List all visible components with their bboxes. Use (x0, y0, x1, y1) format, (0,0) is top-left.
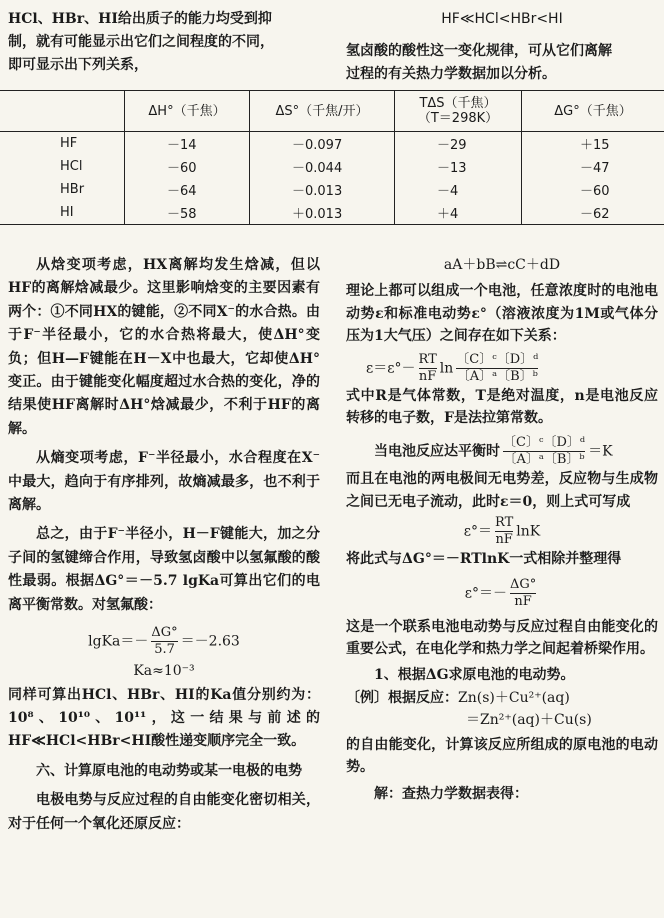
lgka-rhs: ＝－2.63 (180, 633, 240, 650)
table-cell-tds: ＋4 (395, 201, 522, 225)
table-header-ds: ΔS°（千焦/开） (250, 91, 395, 132)
nernst-num-1: RT (418, 351, 437, 367)
standard-emf-equation (346, 515, 658, 548)
top-left-line-3: 即可显示出下列关系， (8, 57, 148, 73)
table-cell-dh: －64 (125, 178, 250, 201)
standard-emf-den: nF (495, 532, 513, 548)
table-cell-dg: －47 (522, 155, 664, 178)
example-label: 〔例〕根据反应： (346, 689, 458, 706)
table-cell-acid: HF (60, 136, 78, 151)
table-header-row (0, 91, 664, 132)
lgka-numerator: ΔG° (151, 625, 178, 641)
table-cell-ds: ＋0.013 (250, 201, 395, 225)
table-header-tds-sub: （T＝298K） (417, 111, 499, 126)
electrode-paragraph: 电极电势与反应过程的自由能变化密切相关，对于任何一个氧化还原反应： (8, 792, 320, 832)
table-cell-dg: －60 (522, 178, 664, 201)
top-left-line-2: 制，就有可能显示出它们之间程度的不同， (8, 34, 274, 50)
standard-emf-num: RT (495, 515, 514, 531)
table-row (0, 201, 664, 225)
lgka-fraction (151, 625, 177, 658)
standard-emf-lhs: ε°＝ (463, 523, 493, 540)
table-cell-dh: －60 (125, 155, 250, 178)
table-row (0, 178, 664, 201)
equilibrium-den: 〔A〕ᵃ〔B〕ᵇ (503, 452, 585, 468)
left-column (8, 254, 320, 836)
example-equation-2: ＝Zn²⁺(aq)＋Cu(s) (466, 712, 592, 729)
example-line-1 (346, 687, 658, 709)
nernst-equation (366, 352, 658, 385)
divide-paragraph: 将此式与ΔG°＝－RTlnK一式相除并整理得 (346, 551, 622, 568)
top-right-line-2: 过程的有关热力学数据加以分析。 (346, 66, 556, 82)
top-left-line-1: HCl、HBr、HI给出质子的能力均受到抑 (8, 11, 272, 27)
table-cell-acid: HCl (60, 159, 83, 174)
nernst-lhs: ε＝ε°－ (366, 360, 416, 377)
table-header-blank (0, 91, 125, 132)
emf-gibbs-lhs: ε°＝－ (464, 585, 507, 602)
table-cell-tds: －13 (395, 155, 522, 178)
bridge-paragraph: 这是一个联系电池电动势与反应过程自由能变化的重要公式，在电化学和热力学之间起着桥梁作用。 (346, 618, 658, 658)
summary-paragraph: 总之，由于F⁻半径小，H－F键能大，加之分子间的氢键缔合作用，导致氢卤酸中以氢氟酸的酸性最弱。根据ΔG°＝－5.7 lgKa可算出它们的电离平衡常数。对氢氟酸： (8, 526, 320, 613)
emf-gibbs-num: ΔG° (509, 576, 537, 592)
standard-emf-fraction (495, 515, 513, 548)
example-paragraph: 的自由能变化，计算该反应所组成的原电池的电动势。 (346, 736, 658, 776)
acid-order-relation: HF≪HCl<HBr<HI (441, 11, 563, 27)
top-left-text (8, 8, 328, 77)
table-header-dg: ΔG°（千焦） (522, 91, 664, 132)
table-header-dh: ΔH°（千焦） (125, 91, 250, 132)
equilibrium-fraction (503, 435, 585, 468)
table-cell-ds: －0.097 (250, 132, 395, 156)
item-1-heading: 1、根据ΔG求原电池的电动势。 (374, 667, 575, 684)
emf-gibbs-equation (346, 577, 658, 610)
table-row (0, 155, 664, 178)
standard-emf-rhs: lnK (516, 523, 541, 540)
equilibrium-num: 〔C〕ᶜ〔D〕ᵈ (503, 435, 586, 451)
entropy-paragraph: 从熵变项考虑，F⁻半径最小，水合程度在X⁻中最大，趋向于有序排列，故熵减最多，也不利于离解。 (8, 450, 320, 514)
table-cell-acid: HBr (60, 182, 85, 197)
example-equation-1: Zn(s)＋Cu²⁺(aq) (458, 689, 570, 706)
table-cell-ds: －0.044 (250, 155, 395, 178)
table-cell-dg: ＋15 (522, 132, 664, 156)
section-heading: 六、计算原电池的电动势或某一电极的电势 (36, 762, 302, 779)
table-cell-tds: －4 (395, 178, 522, 201)
ka-value: Ka≈10⁻³ (133, 663, 195, 680)
nernst-fraction-1 (419, 352, 437, 385)
solution-line: 解：查热力学数据表得： (374, 785, 528, 802)
thermo-data-table (0, 90, 664, 225)
enthalpy-paragraph: 从焓变项考虑，HX离解均发生焓减，但以HF的离解焓减最少。这里影响焓变的主要因素有两个：①不同HX的键能，②不同X⁻的水合热。由于F⁻半径最小，它的水合热将最大，使ΔH°变负；但H—F键能在H－X中也最大，它却使ΔH°变正。由于键能变化幅度超过水合热的变化，净的结果使HF离解时ΔH°焓减最少，不利于HF的离解。 (8, 257, 320, 437)
emf-gibbs-fraction (510, 577, 536, 610)
equilibrium-line (346, 435, 658, 468)
table-row (0, 132, 664, 156)
lgka-denominator: 5.7 (151, 641, 177, 658)
table-cell-acid: HI (0, 201, 125, 225)
top-right-text (346, 8, 658, 86)
nernst-den-1: nF (418, 368, 437, 384)
right-column (346, 254, 658, 805)
table-header-tds (395, 91, 522, 132)
table-cell-dg: －62 (522, 201, 664, 225)
nernst-den-2: 〔A〕ᵃ〔B〕ᵇ (456, 368, 538, 384)
general-reaction: aA＋bB⇌cC＋dD (443, 257, 561, 273)
nernst-num-2: 〔C〕ᶜ〔D〕ᵈ (456, 351, 539, 367)
table-cell-dh: －14 (125, 132, 250, 156)
cell-emf-paragraph: 理论上都可以组成一个电池，任意浓度时的电池电动势ε和标准电动势ε°（溶液浓度为1M或气体分压为1大气压）之间存在如下关系： (346, 283, 658, 345)
constants-paragraph: 式中R是气体常数，T是绝对温度，n是电池反应转移的电子数，F是法拉第常数。 (346, 387, 658, 427)
equilibrium-text: 当电池反应达平衡时 (374, 443, 500, 460)
lgka-equation (8, 625, 320, 658)
nernst-ln: ln (439, 360, 454, 377)
table-cell-tds: －29 (395, 132, 522, 156)
emf-gibbs-den: nF (510, 593, 536, 610)
table-cell-dh: －58 (125, 201, 250, 225)
equilibrium-rhs: ＝K (588, 443, 613, 460)
no-potential-paragraph: 而且在电池的两电极间无电势差，反应物与生成物之间已无电子流动，此时ε＝0，则上式可写成 (346, 471, 658, 510)
lgka-lhs: lgKa＝－ (88, 633, 149, 650)
table-header-tds-main: TΔS（千焦） (419, 96, 497, 111)
nernst-fraction-2 (456, 352, 538, 385)
ka-comparison-paragraph: 同样可算出HCl、HBr、HI的Ka值分别约为：10⁸、10¹⁰、10¹¹，这一结果与前述的HF≪HCl<HBr<HI酸性递变顺序完全一致。 (8, 686, 320, 750)
table-cell-ds: －0.013 (250, 178, 395, 201)
top-right-line-1: 氢卤酸的酸性这一变化规律，可从它们离解 (346, 43, 612, 59)
